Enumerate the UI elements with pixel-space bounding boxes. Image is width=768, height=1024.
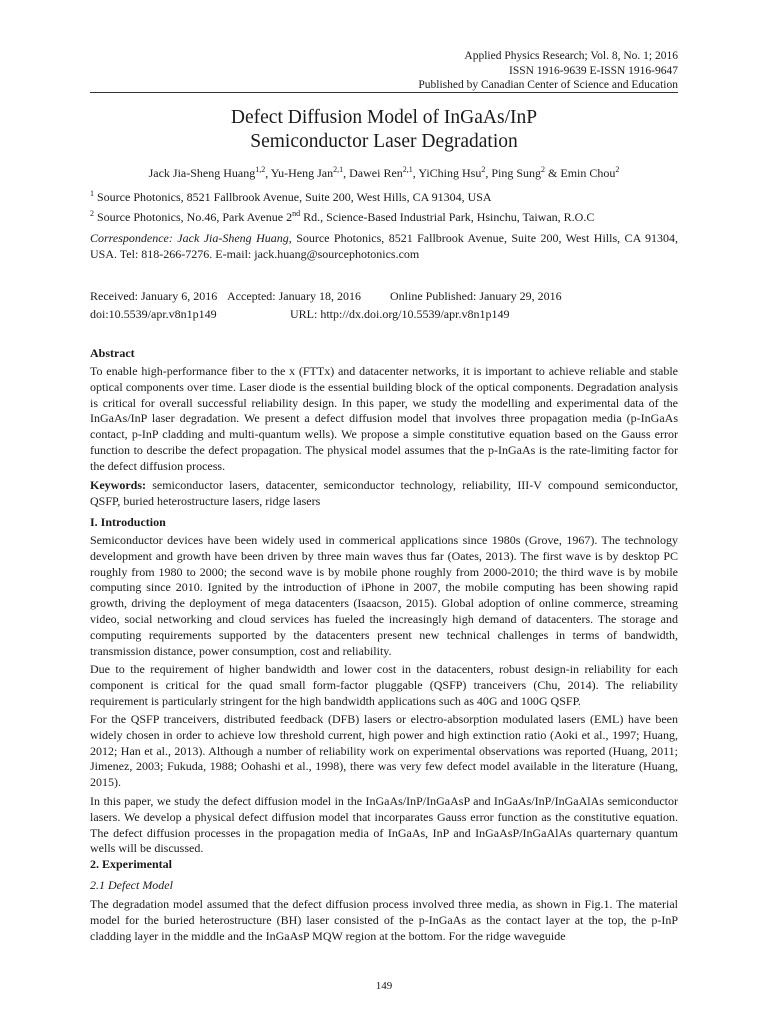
affiliation-text: Source Photonics, No.46, Park Avenue 2 bbox=[97, 210, 293, 224]
published-date: Online Published: January 29, 2016 bbox=[390, 289, 562, 303]
journal-publisher: Published by Canadian Center of Science and Education bbox=[418, 79, 678, 91]
defect-model-subheading: 2.1 Defect Model bbox=[90, 878, 173, 892]
author-name: Jack Jia-Sheng Huang bbox=[148, 166, 256, 180]
author-list bbox=[90, 166, 678, 181]
author-separator: & bbox=[545, 166, 561, 180]
author-separator: , bbox=[485, 166, 492, 180]
journal-header bbox=[278, 49, 678, 93]
introduction-paragraph-2: Due to the requirement of higher bandwidth and lower cost in the datacenters, robust design-in reliability for each component is critical for the quad small form-factor pluggable (QSFP) tranceivers (Chu, 2014). The reliability requirement is particularly stringent for the high bandwidth applications such as 40G and 100G QSFP. bbox=[90, 662, 678, 708]
author-name: Yu-Heng Jan bbox=[270, 166, 334, 180]
author-affiliation-mark: 2,1 bbox=[333, 165, 344, 174]
correspondence bbox=[90, 230, 678, 262]
author-separator: , bbox=[265, 166, 271, 180]
keywords bbox=[90, 478, 678, 510]
author-affiliation-mark: 2 bbox=[615, 165, 620, 174]
keywords-label: Keywords: bbox=[90, 478, 146, 492]
abstract-text: To enable high-performance fiber to the x (FTTx) and datacenter networks, it is important to achieve reliable and stable optical components over time. Laser diode is the essential building block of the optical components. Degradation analysis is critical for overall successful reliability design. In this paper, we study the modelling and experimental data of the InGaAs/InP laser degradation. We present a defect diffusion model that involves three propagation media (p-InGaAs contact, p-InP cladding and multi-quantum wells). We propose a simple constitutive equation based on the Gauss error function to describe the defect propagation. The physical model assumes that the p-InGaAs is the rate-limiting factor for the defect diffusion process. bbox=[90, 364, 678, 473]
introduction-paragraph-4: In this paper, we study the defect diffusion model in the InGaAs/InP/InGaAsP and InGaAs/InP/InGaAlAs semiconductor lasers. We develop a physical defect diffusion model that incorparates Gauss error function as the constitutive equation. The defect diffusion processes in the propagation media of InGaAs, InP and InGaAsP/InGaAlAs quarternary quantum wells will be discussed. bbox=[90, 794, 678, 856]
affiliation-text: Source Photonics, 8521 Fallbrook Avenue, Suite 200, West Hills, CA 91304, USA bbox=[97, 190, 492, 204]
publication-dates bbox=[90, 287, 562, 323]
affiliation-1 bbox=[90, 190, 688, 205]
author-separator: , bbox=[343, 166, 350, 180]
title-line-1: Defect Diffusion Model of InGaAs/InP bbox=[230, 107, 538, 128]
author-affiliation-mark: 1,2 bbox=[255, 165, 266, 174]
affiliation-mark: 2 bbox=[90, 209, 94, 218]
page-number: 149 bbox=[375, 980, 393, 992]
journal-issn: ISSN 1916-9639 E-ISSN 1916-9647 bbox=[509, 64, 678, 77]
doi-url: URL: http://dx.doi.org/10.5539/apr.v8n1p149 bbox=[290, 307, 510, 321]
header-divider bbox=[90, 92, 678, 93]
doi: doi:10.5539/apr.v8n1p149 bbox=[90, 307, 217, 321]
author-affiliation-mark: 2 bbox=[541, 165, 546, 174]
introduction-paragraph-3: For the QSFP tranceivers, distributed feedback (DFB) lasers or electro-absorption modulated lasers (EML) have been widely chosen in order to achieve low threshold current, high power and high extinction ratio (Aoki et al., 1997; Huang, 2012; Han et al., 2013). Although a number of reliability work on experimental observations was reported (Huang, 2011; Jimenez, 2003; Fukuda, 1988; Oohashi et al., 1998), there was very few defect model available in the literature (Huang, 2015). bbox=[90, 712, 678, 790]
author-name: Emin Chou bbox=[560, 166, 616, 180]
abstract-heading: Abstract bbox=[90, 346, 135, 360]
author-name: Dawei Ren bbox=[349, 166, 403, 180]
author-name: Ping Sung bbox=[491, 166, 542, 180]
author-affiliation-mark: 2 bbox=[481, 165, 486, 174]
experimental-paragraph-1: The degradation model assumed that the defect diffusion process involved three media, as shown in Fig.1. The material model for the buried heterostructure (BH) laser consisted of the p-InGaAs as the contact layer at the top, the p-InP cladding layer in the middle and the InGaAsP MQW region at the bottom. For the ridge waveguide bbox=[90, 897, 678, 943]
affiliation-2 bbox=[90, 210, 688, 225]
ordinal-suffix: nd bbox=[292, 209, 301, 218]
paper-title bbox=[90, 106, 678, 154]
introduction-paragraph-1: Semiconductor devices have been widely used in commerical applications since 1980s (Grove, 1967). The technology development and growth have been driven by three main waves thus far (Oates, 2013). The first wave is by desktop PC roughly from 1980 to 2000; the second wave is by mobile phone roughly from 2000-2010; the third wave is by mobile computing since 2010. Ignited by the introduction of iPhone in 2007, the mobile computing has been showing rapid growth, driving the deployment of mega datacenters (Isaacson, 2015). Global adoption of online commerce, streaming video, social networking and cloud services has fueled the increasingly high demand of datacenters. The storage and computing requirements supported by the datacenters present new technical challenges in terms of bandwidth, transmission distance, power consumption, cost and reliability. bbox=[90, 533, 678, 658]
introduction-heading: I. Introduction bbox=[90, 515, 166, 529]
keywords-text: semiconductor lasers, datacenter, semiconductor technology, reliability, III-V compound semiconductor, QSFP, buried heterostructure lasers, ridge lasers bbox=[90, 478, 678, 508]
author-separator: , bbox=[412, 166, 419, 180]
correspondence-label: Correspondence: Jack Jia-Sheng Huang, bbox=[90, 231, 292, 245]
experimental-heading: 2. Experimental bbox=[90, 857, 172, 871]
accepted-date: Accepted: January 18, 2016 bbox=[227, 289, 361, 303]
affiliation-mark: 1 bbox=[90, 189, 94, 198]
journal-citation: Applied Physics Research; Vol. 8, No. 1; 2016 bbox=[464, 50, 678, 62]
author-name: YiChing Hsu bbox=[418, 166, 482, 180]
author-affiliation-mark: 2,1 bbox=[402, 165, 413, 174]
received-date: Received: January 6, 2016 bbox=[90, 289, 218, 303]
affiliation-text-rest: Rd., Science-Based Industrial Park, Hsinchu, Taiwan, R.O.C bbox=[300, 210, 595, 224]
correspondence-text: Source Photonics, 8521 Fallbrook Avenue, Suite 200, West Hills, CA 91304, USA. Tel: 818-266-7276. E-mail: jack.huang@sourcephotonics.com bbox=[90, 231, 678, 261]
title-line-2: Semiconductor Laser Degradation bbox=[250, 131, 518, 152]
